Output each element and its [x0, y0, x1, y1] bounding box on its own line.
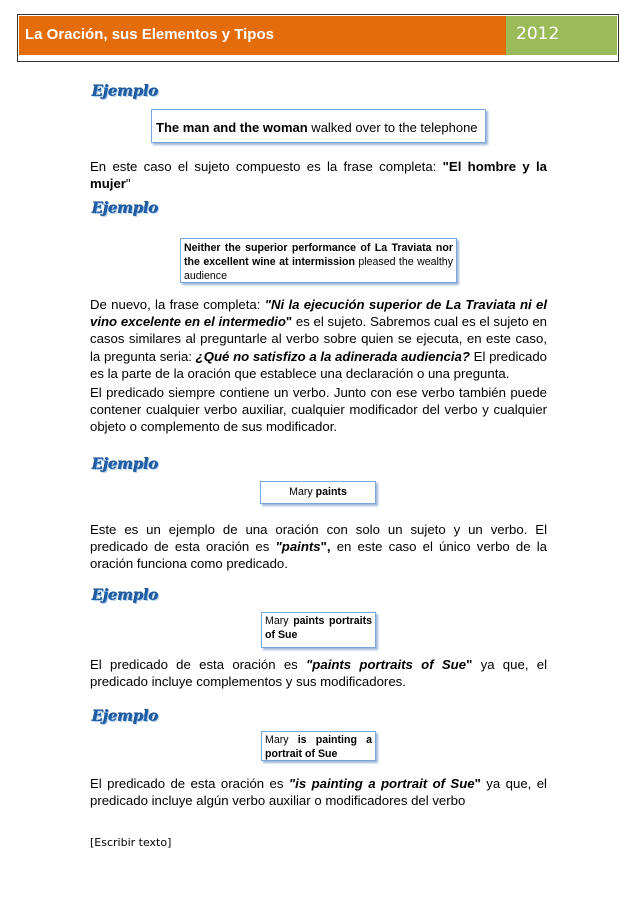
text-run: es el sujeto. Sabremos cual es el sujeto en casos similares al preguntarle al verbo sobre quien se ejecuta, en este caso, la pregunta seria:: [90, 314, 547, 364]
ejemplo-logo: Ejemplo: [92, 586, 159, 604]
sentence-rest: pleased the wealthy audience: [184, 256, 453, 282]
sentence-subject: Mary: [265, 734, 298, 746]
text-run-bold-italic: ¿Qué no satisfizo a la adinerada audiencia?: [195, 348, 470, 364]
example-sentence-box: [261, 731, 376, 761]
sentence-rest: walked over to the telephone: [307, 120, 478, 135]
explanation-paragraph: [90, 158, 547, 192]
text-run-bold: ",: [320, 539, 331, 555]
footer-placeholder[interactable]: [Escribir texto]: [90, 836, 172, 849]
text-run: en este caso el único verbo de la oración funciona como predicado.: [90, 539, 547, 572]
sentence-predicate: paints portraits of Sue: [265, 615, 372, 641]
sentence-subject: Mary: [289, 486, 316, 498]
explanation-paragraph: [90, 296, 547, 382]
sentence-subject: Mary: [265, 615, 294, 627]
text-run-bold-italic: "paints: [275, 539, 321, 555]
text-run: ya que, el predicado incluye algún verbo auxiliar o modificadores del verbo: [90, 776, 547, 809]
explanation-paragraph: El predicado siempre contiene un verbo. Junto con ese verbo también puede contener cualquier verbo auxiliar, cualquier modificador del verbo y cualquier objeto o complemento de sus modificador.: [90, 385, 547, 435]
text-run: Este es un ejemplo de una oración con solo un sujeto y un verbo. El predicado de esta oración es: [90, 522, 547, 555]
sentence-subject: The man and the woman: [156, 120, 308, 135]
text-run-bold-italic: "is painting a portrait of Sue: [288, 776, 475, 791]
text-run-bold: ": [285, 314, 293, 330]
example-sentence-box: [180, 238, 457, 283]
ejemplo-logo: Ejemplo: [92, 199, 159, 217]
text-run-bold: "El hombre y la mujer: [90, 159, 547, 192]
text-run-bold: ": [474, 776, 481, 791]
text-run-bold-italic: "Ni la ejecución superior de La Traviata ni el vino excelente en el intermedio: [90, 297, 547, 330]
text-run: ya que, el predicado incluye complementos y sus modificadores.: [90, 657, 548, 690]
document-year: 2012: [516, 24, 560, 44]
ejemplo-logo: Ejemplo: [92, 455, 159, 473]
example-sentence-box: [261, 612, 376, 648]
ejemplo-logo: Ejemplo: [92, 707, 159, 725]
explanation-paragraph: [90, 521, 547, 573]
text-run: De nuevo, la frase completa:: [90, 297, 265, 312]
sentence-predicate: paints: [315, 486, 347, 498]
text-run: El predicado de esta oración es: [90, 776, 289, 791]
text-run: El predicado de esta oración es: [90, 657, 307, 672]
sentence-subject: Neither the superior performance of La Traviata nor the excellent wine at intermission: [184, 242, 453, 268]
example-sentence-box: [260, 481, 376, 504]
explanation-paragraph: [90, 775, 547, 809]
sentence-predicate: is painting a portrait of Sue: [265, 734, 372, 760]
text-run: En este caso el sujeto compuesto es la frase completa:: [90, 159, 443, 174]
text-run: ": [125, 176, 131, 192]
example-sentence-box: [151, 109, 486, 143]
text-run-bold-italic: "paints portraits of Sue: [306, 657, 467, 672]
ejemplo-logo: Ejemplo: [92, 82, 159, 100]
explanation-paragraph: [90, 656, 547, 690]
text-run: El predicado es la parte de la oración que establece una declaración o una pregunta.: [90, 348, 547, 381]
text-run-bold: ": [466, 657, 473, 672]
document-title: La Oración, sus Elementos y Tipos: [25, 26, 274, 43]
